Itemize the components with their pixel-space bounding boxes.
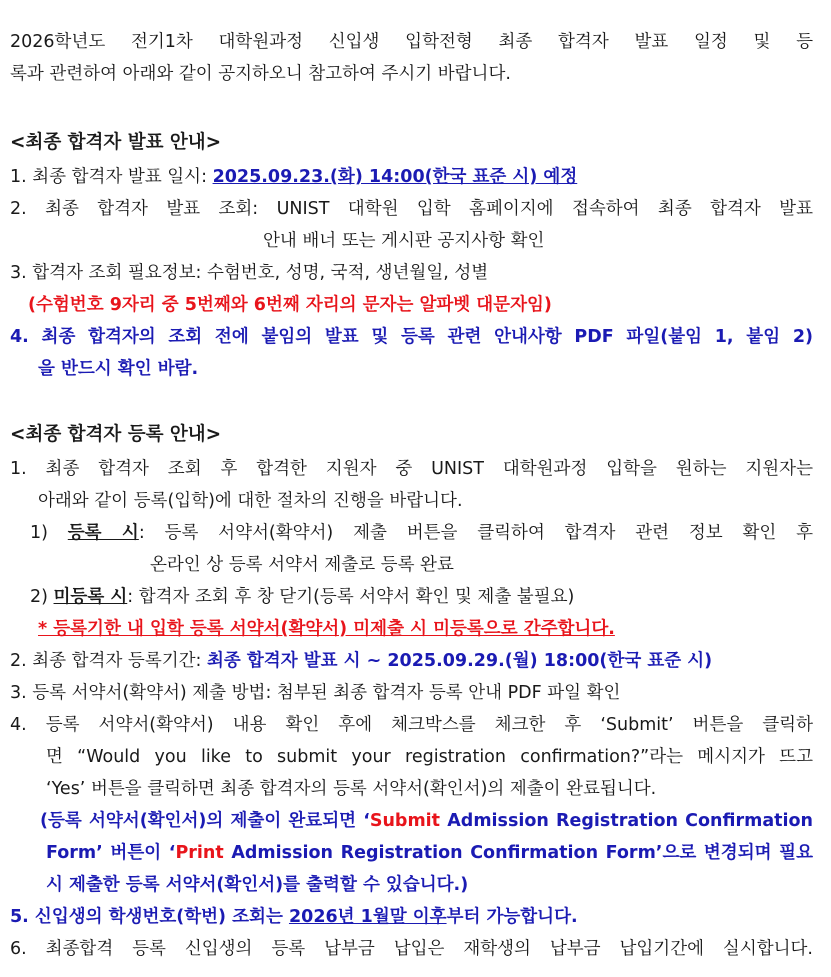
registration-sub-1-text: : 등록 서약서(확약서) 제출 버튼을 클릭하여 합격자 관련 정보 확인 후 <box>138 523 813 543</box>
announce-item-4-line-2: 을 반드시 확인 바람. <box>38 359 199 379</box>
registration-sub-1-line-2: 온라인 상 등록 서약서 제출로 등록 완료 <box>150 555 454 575</box>
registration-sub-1-label: 등록 시 <box>67 523 139 543</box>
registration-item-5 <box>10 901 578 933</box>
registration-note-line-1 <box>40 805 813 837</box>
intro-line-1: 2026학년도 전기1차 대학원과정 신입생 입학전형 최종 합격자 발표 일정 및 등 <box>10 32 813 52</box>
registration-item-2-label: 2. 최종 합격자 등록기간: <box>10 651 207 671</box>
registration-item-6: 6. 최종합격 등록 신입생의 등록 납부금 납입은 재학생의 납부금 납입기간에 실시합니다. <box>10 939 813 959</box>
registration-item-1-line-1: 1. 최종 합격자 조회 후 합격한 지원자 중 UNIST 대학원과정 입학을 원하는 지원자는 <box>10 459 813 479</box>
registration-item-4-line-3: ‘Yes’ 버튼을 클릭하면 최종 합격자의 등록 서약서(확인서)의 제출이 완료됩니다. <box>46 779 657 799</box>
registration-note-submit: Submit <box>369 811 441 831</box>
announce-item-1-label: 1. 최종 합격자 발표 일시: <box>10 167 213 187</box>
registration-heading: <최종 합격자 등록 안내> <box>10 424 222 445</box>
registration-note-print: Print <box>175 843 224 863</box>
registration-note-part-1: (등록 서약서(확인서)의 제출이 완료되면 ‘ <box>40 811 370 831</box>
announce-heading: <최종 합격자 발표 안내> <box>10 132 222 153</box>
announce-item-2-line-2: 안내 배너 또는 게시판 공지사항 확인 <box>263 231 545 251</box>
announce-date-value: 2025.09.23.(화) 14:00(한국 표준 시) 예정 <box>212 167 578 187</box>
registration-sub-2 <box>30 581 574 613</box>
registration-sub-2-text: : 합격자 조회 후 창 닫기(등록 서약서 확인 및 제출 불필요) <box>127 587 575 607</box>
announce-item-2-line-1: 2. 최종 합격자 발표 조회: UNIST 대학원 입학 홈페이지에 접속하여 최종 합격자 발표 <box>10 199 813 219</box>
registration-item-1-line-2: 아래와 같이 등록(입학)에 대한 절차의 진행을 바랍니다. <box>38 491 463 511</box>
announce-item-4-line-1: 4. 최종 합격자의 조회 전에 붙임의 발표 및 등록 관련 안내사항 PDF 파일(붙임 1, 붙임 2) <box>10 327 813 347</box>
registration-sub-1-number: 1) <box>30 523 68 543</box>
announce-item-3: 3. 합격자 조회 필요정보: 수험번호, 성명, 국적, 생년월일, 성별 <box>10 263 489 283</box>
announce-item-3-note: (수험번호 9자리 중 5번째와 6번째 자리의 문자는 알파벳 대문자임) <box>28 295 552 315</box>
registration-sub-2-label: 미등록 시 <box>53 587 128 607</box>
registration-note-line-3: 시 제출한 등록 서약서(확인서)를 출력할 수 있습니다.) <box>46 875 469 895</box>
registration-sub-1 <box>30 517 813 549</box>
registration-sub-2-number: 2) <box>30 587 54 607</box>
registration-item-2 <box>10 645 712 677</box>
registration-note-line-2-part-1: Form’ 버튼이 ‘ <box>46 843 176 863</box>
registration-note-part-2: Admission Registration Confirmation <box>440 811 813 831</box>
intro-line-2: 록과 관련하여 아래와 같이 공지하오니 참고하여 주시기 바랍니다. <box>10 64 511 84</box>
registration-item-3: 3. 등록 서약서(확약서) 제출 방법: 첨부된 최종 합격자 등록 안내 PDF 파일 확인 <box>10 683 621 703</box>
registration-item-5-part-2: 부터 가능합니다. <box>446 907 578 927</box>
registration-note-line-2-part-2: Admission Registration Confirmation Form’으로 변경되며 필요 <box>223 843 813 863</box>
registration-warning: * 등록기한 내 입학 등록 서약서(확약서) 미제출 시 미등록으로 간주합니다. <box>38 619 615 639</box>
registration-item-4-line-2: 면 “Would you like to submit your registration confirmation?”라는 메시지가 뜨고 <box>46 747 813 767</box>
registration-note-line-2 <box>46 837 813 869</box>
registration-period-value: 최종 합격자 발표 시 ~ 2025.09.29.(월) 18:00(한국 표준 시) <box>207 651 713 671</box>
announce-item-1 <box>10 161 577 193</box>
registration-item-4-line-1: 4. 등록 서약서(확약서) 내용 확인 후에 체크박스를 체크한 후 ‘Submit’ 버튼을 클릭하 <box>10 715 813 735</box>
registration-student-id-date: 2026년 1월말 이후 <box>288 907 447 927</box>
registration-item-5-part-1: 5. 신입생의 학생번호(학번) 조회는 <box>10 907 289 927</box>
